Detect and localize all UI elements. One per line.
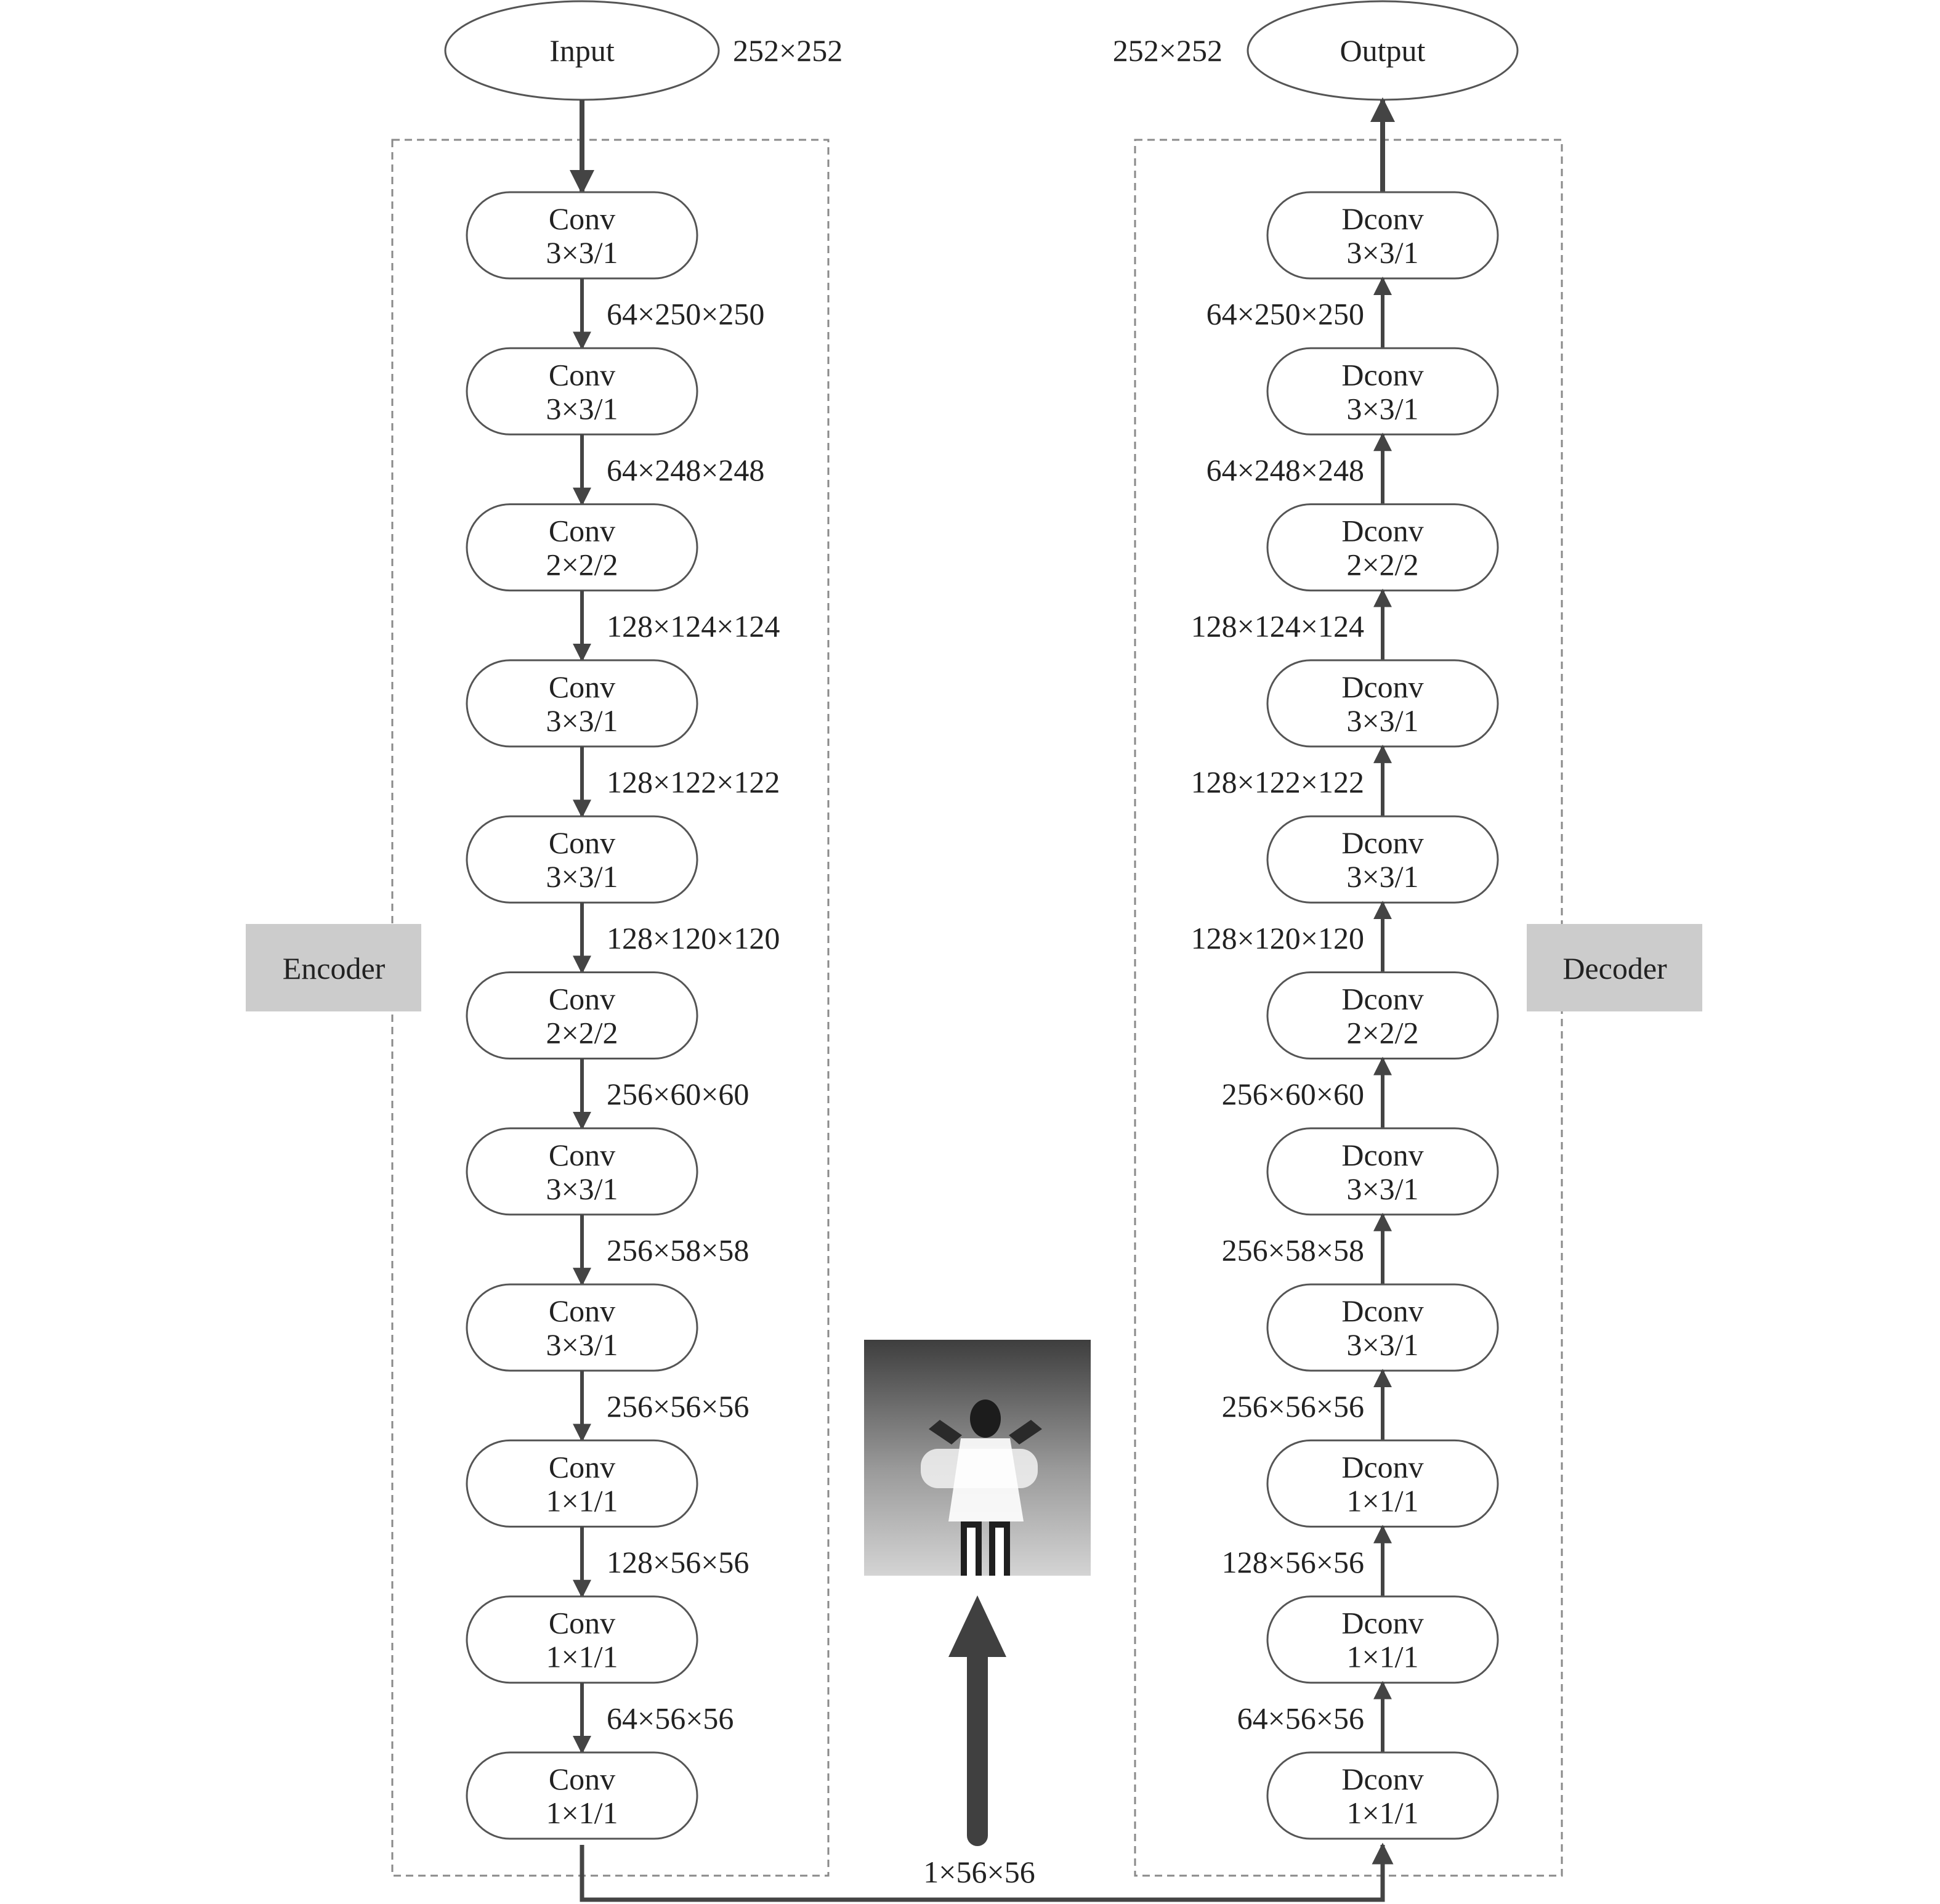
encoder-layer-type: Conv: [548, 513, 616, 548]
output-label: Output: [1340, 33, 1426, 68]
encoder-layer-kernel: 2×2/2: [546, 1015, 618, 1050]
decoder-dim-label: 64×250×250: [1206, 296, 1364, 331]
encoder-dim-label: 256×56×56: [607, 1388, 750, 1424]
decoder-layer: [1267, 348, 1498, 434]
decoder-layer-type: Dconv: [1341, 1449, 1424, 1485]
encoder-layer-kernel: 1×1/1: [546, 1796, 618, 1830]
decoder-layer-kernel: 3×3/1: [1346, 703, 1419, 738]
encoder-dim-label: 128×124×124: [607, 609, 780, 644]
encoder-layer-type: Conv: [548, 669, 616, 704]
encoder-dim-label: 64×250×250: [607, 296, 765, 331]
encoder-layer: [467, 1440, 697, 1526]
encoder-layer-kernel: 3×3/1: [546, 1171, 618, 1206]
decoder-dim-label: 64×248×248: [1206, 452, 1364, 487]
encoder-layer-type: Conv: [548, 1762, 616, 1796]
decoder-layer-type: Dconv: [1341, 981, 1424, 1016]
output-size: 252×252: [1112, 33, 1223, 68]
decoder-layer-type: Dconv: [1341, 1294, 1424, 1329]
encoder-layer: [467, 504, 697, 591]
encoder-layer: [467, 1128, 697, 1215]
encoder-layer-kernel: 3×3/1: [546, 1327, 618, 1363]
decoder-layer-kernel: 1×1/1: [1346, 1639, 1419, 1674]
decoder-layer: [1267, 660, 1498, 747]
decoder-layer: [1267, 504, 1498, 591]
decoder-layer-type: Dconv: [1341, 1137, 1424, 1172]
decoder-layer-kernel: 3×3/1: [1346, 235, 1419, 270]
encoder-layer-kernel: 3×3/1: [546, 235, 618, 270]
encoder-layer: [467, 973, 697, 1059]
decoder-layer: [1267, 1128, 1498, 1215]
decoder-layer-type: Dconv: [1341, 1605, 1424, 1640]
decoder-layer-kernel: 3×3/1: [1346, 859, 1419, 894]
encoder-layer-kernel: 2×2/2: [546, 547, 618, 582]
decoder-dim-label: 128×56×56: [1221, 1545, 1364, 1580]
decoder-layer-type: Dconv: [1341, 513, 1424, 548]
encoder-layer-type: Conv: [548, 1449, 616, 1485]
encoder-layer-type: Conv: [548, 1605, 616, 1640]
encoder-layer-type: Conv: [548, 1137, 616, 1172]
decoder-layer-kernel: 3×3/1: [1346, 1171, 1419, 1206]
encoder-dim-label: 128×120×120: [607, 920, 780, 955]
encoder-dim-label: 256×58×58: [607, 1233, 750, 1268]
decoder-dim-label: 256×58×58: [1221, 1233, 1364, 1268]
encoder-layer: [467, 192, 697, 278]
decoder-dim-label: 256×60×60: [1221, 1077, 1364, 1112]
bottleneck-arrow: [948, 1595, 1006, 1836]
decoder-layer-type: Dconv: [1341, 669, 1424, 704]
encoder-layer: [467, 1752, 697, 1839]
decoder-layer-kernel: 3×3/1: [1346, 1327, 1419, 1363]
decoder-layer-type: Dconv: [1341, 357, 1424, 392]
encoder-layer-kernel: 3×3/1: [546, 859, 618, 894]
decoder-dim-label: 64×56×56: [1237, 1701, 1364, 1736]
decoder-layer: [1267, 816, 1498, 902]
encoder-dim-label: 64×56×56: [607, 1701, 734, 1736]
encoder-layer-kernel: 3×3/1: [546, 391, 618, 426]
decoder-layer-kernel: 2×2/2: [1346, 547, 1419, 582]
decoder-dim-label: 128×122×122: [1190, 764, 1364, 800]
decoder-layer: [1267, 1597, 1498, 1683]
decoder-label: Decoder: [1562, 951, 1667, 986]
encoder-layer-type: Conv: [548, 981, 616, 1016]
decoder-layer-kernel: 2×2/2: [1346, 1015, 1419, 1050]
decoder-dim-label: 128×120×120: [1190, 920, 1364, 955]
encoder-layer: [467, 1597, 697, 1683]
encoder-layer-kernel: 3×3/1: [546, 703, 618, 738]
feature-map-image: [864, 1340, 1091, 1576]
encoder-layer-type: Conv: [548, 825, 616, 861]
encoder-layer-kernel: 1×1/1: [546, 1639, 618, 1674]
decoder-layer-kernel: 3×3/1: [1346, 391, 1419, 426]
input-label: Input: [549, 33, 615, 68]
encoder-layer: [467, 1284, 697, 1371]
encoder-layer-kernel: 1×1/1: [546, 1483, 618, 1518]
input-size: 252×252: [733, 33, 843, 68]
encoder-dim-label: 256×60×60: [607, 1077, 750, 1112]
decoder-layer: [1267, 1752, 1498, 1839]
decoder-layer-kernel: 1×1/1: [1346, 1796, 1419, 1830]
decoder-layers: [1191, 192, 1498, 1839]
decoder-dim-label: 256×56×56: [1221, 1388, 1364, 1424]
decoder-layer: [1267, 1284, 1498, 1371]
bottleneck-size: 1×56×56: [923, 1855, 1035, 1889]
decoder-layer-kernel: 1×1/1: [1346, 1483, 1419, 1518]
encoder-dim-label: 128×56×56: [607, 1545, 750, 1580]
encoder-layer-type: Conv: [548, 357, 616, 392]
decoder-layer-type: Dconv: [1341, 1762, 1424, 1796]
encoder-label: Encoder: [282, 951, 386, 986]
encoder-layer: [467, 816, 697, 902]
encoder-dim-label: 128×122×122: [607, 764, 780, 800]
encoder-layers: [467, 192, 780, 1839]
decoder-layer: [1267, 1440, 1498, 1526]
decoder-layer-type: Dconv: [1341, 201, 1424, 236]
encoder-layer-type: Conv: [548, 1294, 616, 1329]
encoder-layer-type: Conv: [548, 201, 616, 236]
decoder-dim-label: 128×124×124: [1190, 609, 1364, 644]
decoder-layer: [1267, 973, 1498, 1059]
encoder-layer: [467, 348, 697, 434]
decoder-layer-type: Dconv: [1341, 825, 1424, 861]
decoder-layer: [1267, 192, 1498, 278]
encoder-layer: [467, 660, 697, 747]
encoder-dim-label: 64×248×248: [607, 452, 765, 487]
